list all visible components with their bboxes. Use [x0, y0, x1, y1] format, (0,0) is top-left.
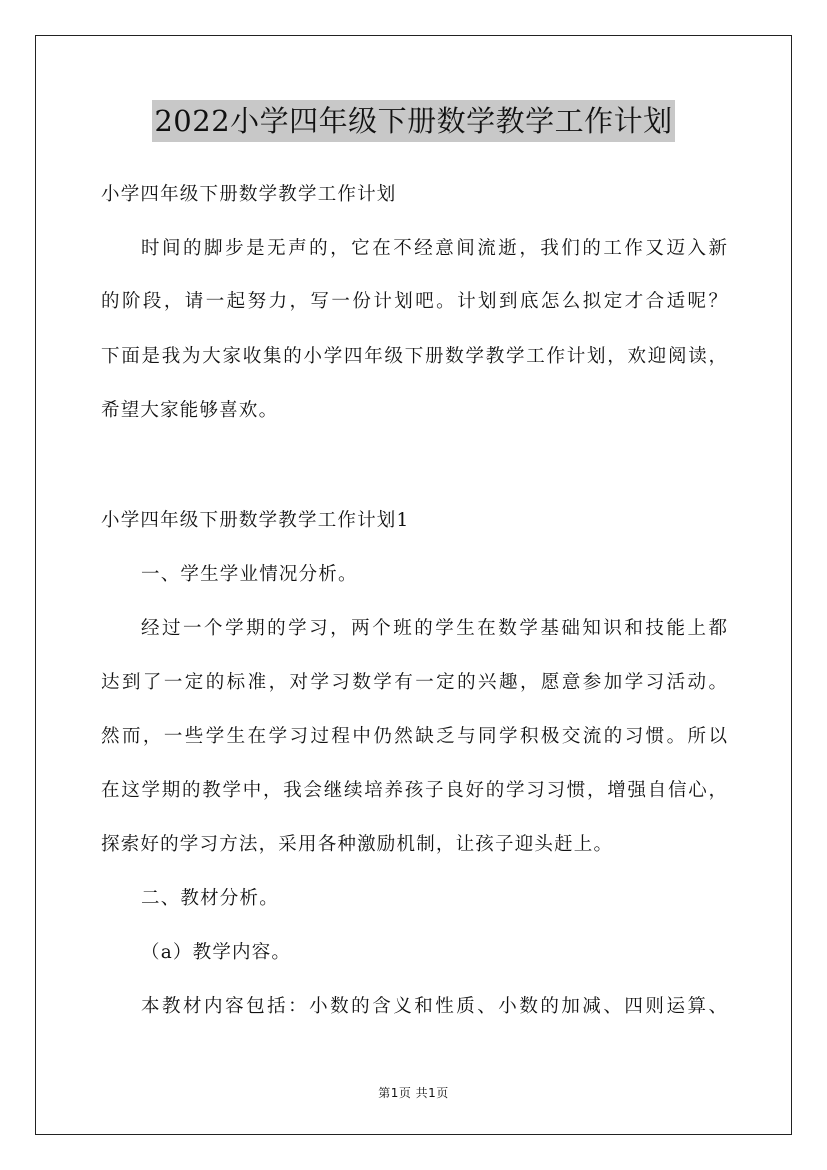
subsection-heading: （a）教学内容。 [141, 942, 292, 963]
paragraph-line: 经过一个学期的学习，两个班的学生在数学基础知识和技能上都 [141, 618, 727, 639]
paragraph-line: 下面是我为大家收集的小学四年级下册数学教学工作计划，欢迎阅读， [101, 346, 727, 367]
subsection-heading: 一、学生学业情况分析。 [141, 564, 358, 585]
subsection-heading: 二、教材分析。 [141, 888, 279, 909]
subtitle-line: 小学四年级下册数学教学工作计划 [101, 184, 397, 205]
document-title: 2022小学四年级下册数学教学工作计划 [152, 100, 674, 142]
paragraph-line: 达到了一定的标准，对学习数学有一定的兴趣，愿意参加学习活动。 [101, 672, 727, 693]
paragraph-line: 的阶段，请一起努力，写一份计划吧。计划到底怎么拟定才合适呢？ [101, 291, 727, 312]
paragraph-line: 探索好的学习方法，采用各种激励机制，让孩子迎头赶上。 [101, 834, 614, 855]
paragraph-line: 时间的脚步是无声的，它在不经意间流逝，我们的工作又迈入新 [141, 238, 727, 259]
paragraph-line: 然而，一些学生在学习过程中仍然缺乏与同学积极交流的习惯。所以 [101, 726, 727, 747]
paragraph-line: 本教材内容包括：小数的含义和性质、小数的加减、四则运算、 [141, 996, 727, 1017]
title-container [0, 100, 827, 142]
paragraph-line: 在这学期的教学中，我会继续培养孩子良好的学习习惯，增强自信心， [101, 780, 727, 801]
paragraph-line: 希望大家能够喜欢。 [101, 400, 279, 421]
page-footer: 第1页 共1页 [378, 1086, 449, 1100]
section-heading: 小学四年级下册数学教学工作计划1 [101, 510, 410, 531]
